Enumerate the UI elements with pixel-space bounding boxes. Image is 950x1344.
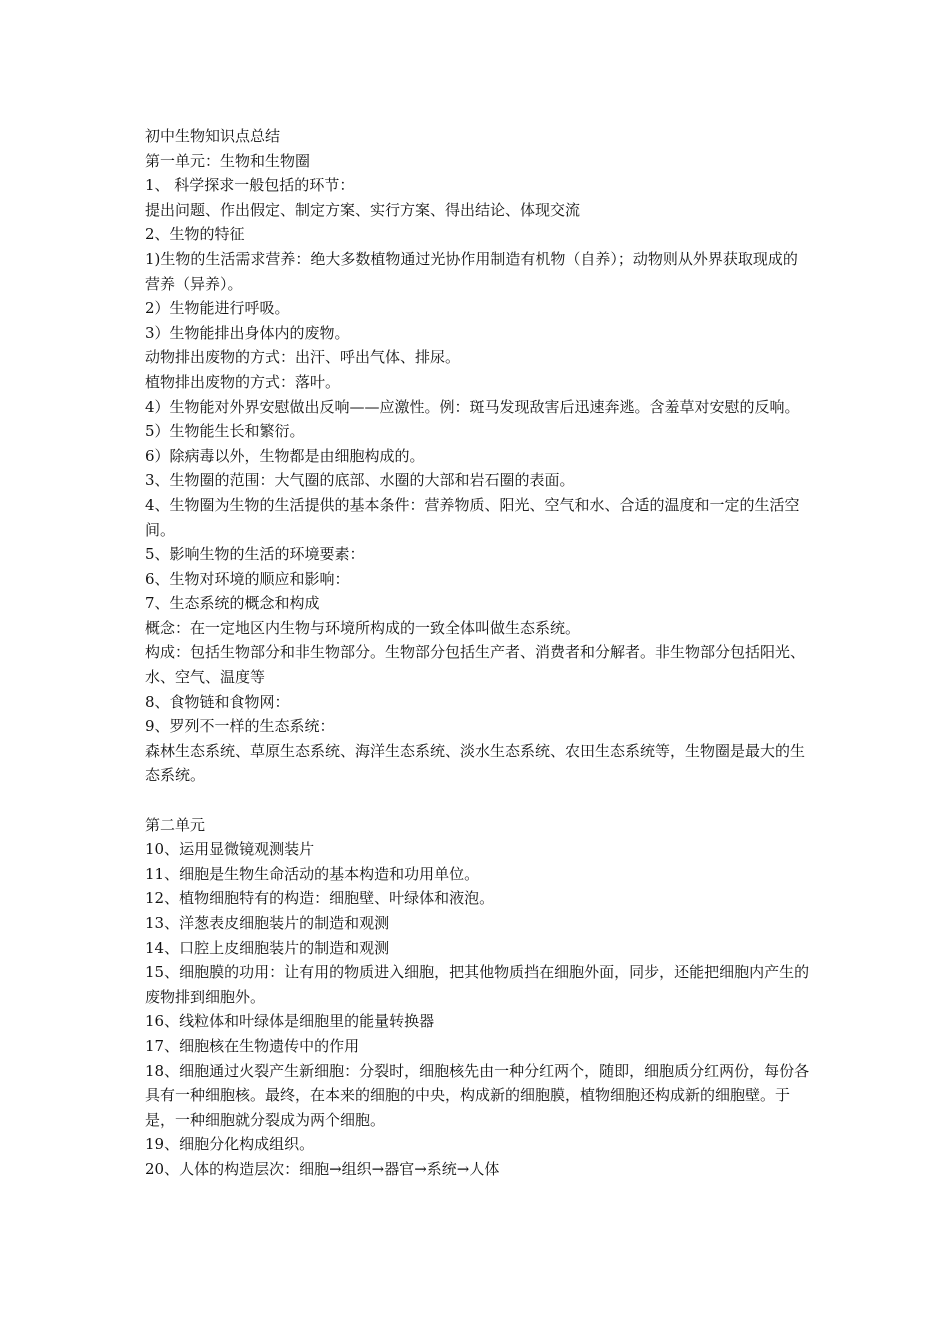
text-line: 1)生物的生活需求营养：绝大多数植物通过光协作用制造有机物（自养）；动物则从外界获取现成的营养（异养）。 (145, 249, 798, 293)
text-line: 第二单元 (145, 815, 206, 834)
text-line: 12、植物细胞特有的构造：细胞壁、叶绿体和液泡。 (145, 889, 495, 908)
text-line: 18、细胞通过火裂产生新细胞：分裂时，细胞核先由一种分红两个，随即，细胞质分红两份，每份各具有一种细胞核。最终，在本来的细胞的中央，构成新的细胞膜，植物细胞还构成新的细胞壁。于是，一种细胞就分裂成为两个细胞。 (145, 1061, 810, 1129)
text-line: 14、口腔上皮细胞装片的制造和观测 (145, 938, 390, 957)
text-line: 植物排出废物的方式：落叶。 (145, 372, 341, 391)
text-line: 8、食物链和食物网： (145, 692, 290, 711)
text-line: 16、线粒体和叶绿体是细胞里的能量转换器 (145, 1012, 435, 1031)
text-line: 20、人体的构造层次：细胞→组织→器官→系统→人体 (145, 1159, 500, 1178)
text-line: 1、 科学探求一般包括的环节： (145, 176, 355, 195)
text-line: 15、细胞膜的功用：让有用的物质进入细胞，把其他物质挡在细胞外面，同步，还能把细胞内产生的废物排到细胞外。 (145, 963, 810, 1006)
text-line: 森林生态系统、草原生态系统、海洋生态系统、淡水生态系统、农田生态系统等，生物圈是最大的生态系统。 (145, 741, 806, 785)
text-line: 11、细胞是生物生命活动的基本构造和功用单位。 (145, 864, 480, 883)
text-line (145, 788, 810, 813)
text-line: 概念：在一定地区内生物与环境所构成的一致全体叫做生态系统。 (145, 618, 581, 637)
text-line: 6）除病毒以外，生物都是由细胞构成的。 (145, 446, 425, 465)
text-line: 9、罗列不一样的生态系统： (145, 717, 335, 736)
text-line: 10、运用显微镜观测装片 (145, 840, 315, 859)
text-line: 动物排出废物的方式：出汗、呼出气体、排尿。 (145, 348, 461, 367)
text-line: 4）生物能对外界安慰做出反响——应激性。例：斑马发现敌害后迅速奔逃。含羞草对安慰的反响。 (145, 397, 800, 416)
text-line: 第一单元：生物和生物圈 (145, 151, 311, 170)
text-line: 5、影响生物的生活的环境要素： (145, 545, 365, 564)
text-line: 6、生物对环境的顺应和影响： (145, 569, 350, 588)
text-line: 19、细胞分化构成组织。 (145, 1135, 315, 1154)
text-line: 2、生物的特征 (145, 225, 245, 244)
text-line: 13、洋葱表皮细胞装片的制造和观测 (145, 914, 390, 932)
text-line: 7、生态系统的概念和构成 (145, 594, 320, 613)
text-line: 5）生物能生长和繁衍。 (145, 422, 305, 441)
text-line: 3、生物圈的范围：大气圈的底部、水圈的大部和岩石圈的表面。 (145, 471, 575, 490)
text-line: 构成：包括生物部分和非生物部分。生物部分包括生产者、消费者和分解者。非生物部分包括阳光、水、空气、温度等 (145, 643, 806, 687)
text-line: 17、细胞核在生物遗传中的作用 (145, 1036, 360, 1055)
text-line: 4、生物圈为生物的生活提供的基本条件：营养物质、阳光、空气和水、合适的温度和一定的生活空间。 (145, 495, 800, 539)
text-line: 提出问题、作出假定、制定方案、实行方案、得出结论、体现交流 (145, 200, 581, 219)
document-page (145, 124, 810, 1182)
text-line: 2）生物能进行呼吸。 (145, 299, 290, 318)
document-title: 初中生物知识点总结 (145, 127, 281, 145)
document-body (145, 149, 810, 1182)
text-line: 3）生物能排出身体内的废物。 (145, 323, 350, 342)
